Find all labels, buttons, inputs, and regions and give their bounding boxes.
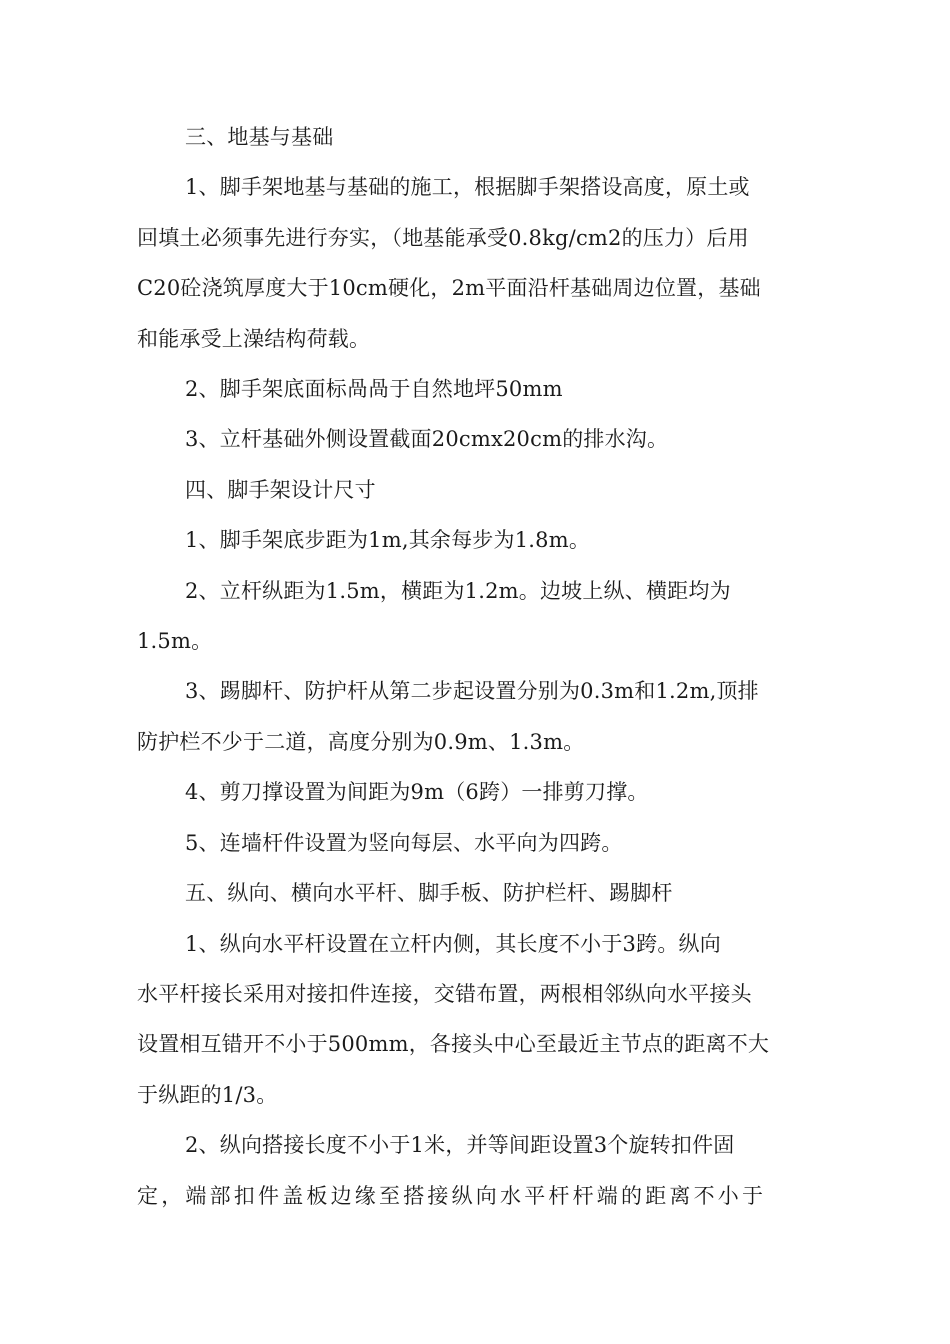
text-line: 回填土必须事先进行夯实，（地基能承受0.8kg/cm2的压力）后用 [137, 225, 749, 250]
text-line: 2、脚手架底面标咼咼于自然地坪50mm [185, 377, 563, 402]
text-line: 3、立杆基础外侧设置截面20cmx20cm的排水沟。 [185, 427, 669, 452]
text-line: 3、踢脚杆、防护杆从第二步起设置分别为0.3m和1.2m,顶排 [185, 679, 759, 704]
section-heading-design-size: 四、脚手架设计尺寸 [185, 477, 376, 502]
text-line: 2、纵向搭接长度不小于1米，并等间距设置3个旋转扣件固 [185, 1133, 735, 1158]
text-line: 设置相互错开不小于500mm，各接头中心至最近主节点的距离不大 [137, 1032, 770, 1057]
text-line: 防护栏不少于二道，高度分别为0.9m、1.3m。 [137, 729, 585, 754]
text-line: C20砼浇筑厚度大于10cm硬化，2m平面沿杆基础周边位置，基础 [137, 276, 761, 301]
text-line: 于纵距的1/3。 [137, 1082, 278, 1107]
section-heading-foundation: 三、地基与基础 [185, 125, 334, 149]
text-line: 5、连墙杆件设置为竖向每层、水平向为四跨。 [185, 830, 623, 855]
text-line: 4、剪刀撑设置为间距为9m（6跨）一排剪刀撑。 [185, 780, 649, 805]
text-line: 1.5m。 [137, 629, 213, 654]
text-line: 1、纵向水平杆设置在立杆内侧，其长度不小于3跨。纵向 [185, 931, 721, 956]
text-line: 和能承受上澡结构荷载。 [137, 326, 371, 351]
section-heading-horizontal-bars: 五、纵向、横向水平杆、脚手板、防护栏杆、踢脚杆 [185, 881, 673, 906]
text-line: 水平杆接长采用对接扣件连接，交错布置，两根相邻纵向水平接头 [137, 981, 752, 1006]
text-line: 1、脚手架底步距为1m,其余每步为1.8m。 [185, 528, 591, 553]
text-line: 1、脚手架地基与基础的施工，根据脚手架搭设高度，原土或 [185, 175, 750, 200]
document-body [137, 112, 827, 1221]
text-line: 定，端部扣件盖板边缘至搭接纵向水平杆杆端的距离不小于 [137, 1183, 767, 1208]
text-line: 2、立杆纵距为1.5m，横距为1.2m。边坡上纵、横距均为 [185, 578, 731, 603]
